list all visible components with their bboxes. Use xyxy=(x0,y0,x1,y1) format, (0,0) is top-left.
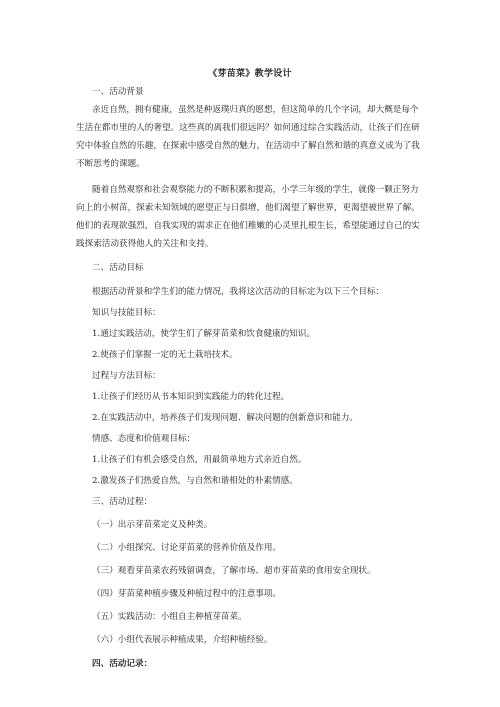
list-item: （六）小组代表展示种植成果，介绍种植经验。 xyxy=(92,635,273,645)
section-heading-background: 一、活动背景 xyxy=(92,87,144,97)
page-title: 《芽苗菜》教学设计 xyxy=(208,69,292,79)
paragraph-line: 向上的小树苗，探索未知领域的愿望正与日俱增，他们渴望了解世界，更渴望被世界了解。 xyxy=(76,203,420,213)
list-item: （四）芽苗菜种植步骤及种植过程中的注意事项。 xyxy=(92,589,282,599)
paragraph-line: 生活在都市里的人的奢望。这些真的离我们很远吗？如何通过综合实践活动，让孩子们在研 xyxy=(76,123,420,133)
section-heading-process: 三、活动过程： xyxy=(92,497,153,507)
paragraph-line: 不断思考的课题。 xyxy=(76,159,145,169)
paragraph-line: 他们的表现欲强烈，自我实现的需求正在他们稚嫩的心灵里扎根生长，希望能通过自己的实 xyxy=(76,221,420,231)
subheading-knowledge: 知识与技能目标： xyxy=(92,308,161,318)
list-item: 2.激发孩子们热爱自然，与自然和谐相处的朴素情感。 xyxy=(92,476,298,486)
section-heading-goals: 二、活动目标 xyxy=(92,263,144,273)
list-item: 1.让孩子们经历从书本知识到实践能力的转化过程。 xyxy=(92,392,290,402)
paragraph-line: 究中体验自然的乐趣，在探索中感受自然的魅力，在活动中了解自然和谐的真意义成为了我 xyxy=(76,141,420,151)
list-item: （二）小组探究、讨论芽苗菜的营养价值及作用。 xyxy=(92,543,282,553)
list-item: 1.通过实践活动，使学生们了解芽苗菜和饮食健康的知识。 xyxy=(92,329,316,339)
paragraph-line: 亲近自然，拥有健康，虽然是种返璞归真的愿想，但这简单的几个字词，却大概是每个 xyxy=(92,105,419,115)
list-item: （一）出示芽苗菜定义及种类。 xyxy=(92,520,213,530)
section-heading-records: 四、活动记录： xyxy=(92,659,153,669)
subheading-process: 过程与方法目标： xyxy=(92,371,161,381)
paragraph-line: 根据活动背景和学生们的能力情况，我将这次活动的目标定为以下三个目标： xyxy=(92,287,385,297)
paragraph-line: 随着自然观察和社会观察能力的不断积累和提高，小学三年级的学生，就像一颗正努力 xyxy=(92,185,419,195)
subheading-emotion: 情感、态度和价值观目标： xyxy=(92,434,196,444)
paragraph-line: 践探索活动获得他人的关注和支持。 xyxy=(76,239,214,249)
list-item: 2.使孩子们掌握一定的无土栽培技术。 xyxy=(92,350,238,360)
list-item: 1.让孩子们有机会感受自然，用最简单地方式亲近自然。 xyxy=(92,455,307,465)
list-item: （五）实践活动：小组自主种植芽苗菜。 xyxy=(92,612,247,622)
list-item: （三）观看芽苗菜农药残留调查，了解市场、超市芽苗菜的食用安全现状。 xyxy=(92,566,376,576)
list-item: 2.在实践活动中，培养孩子们发现问题、解决问题的创新意识和能力。 xyxy=(92,413,359,423)
